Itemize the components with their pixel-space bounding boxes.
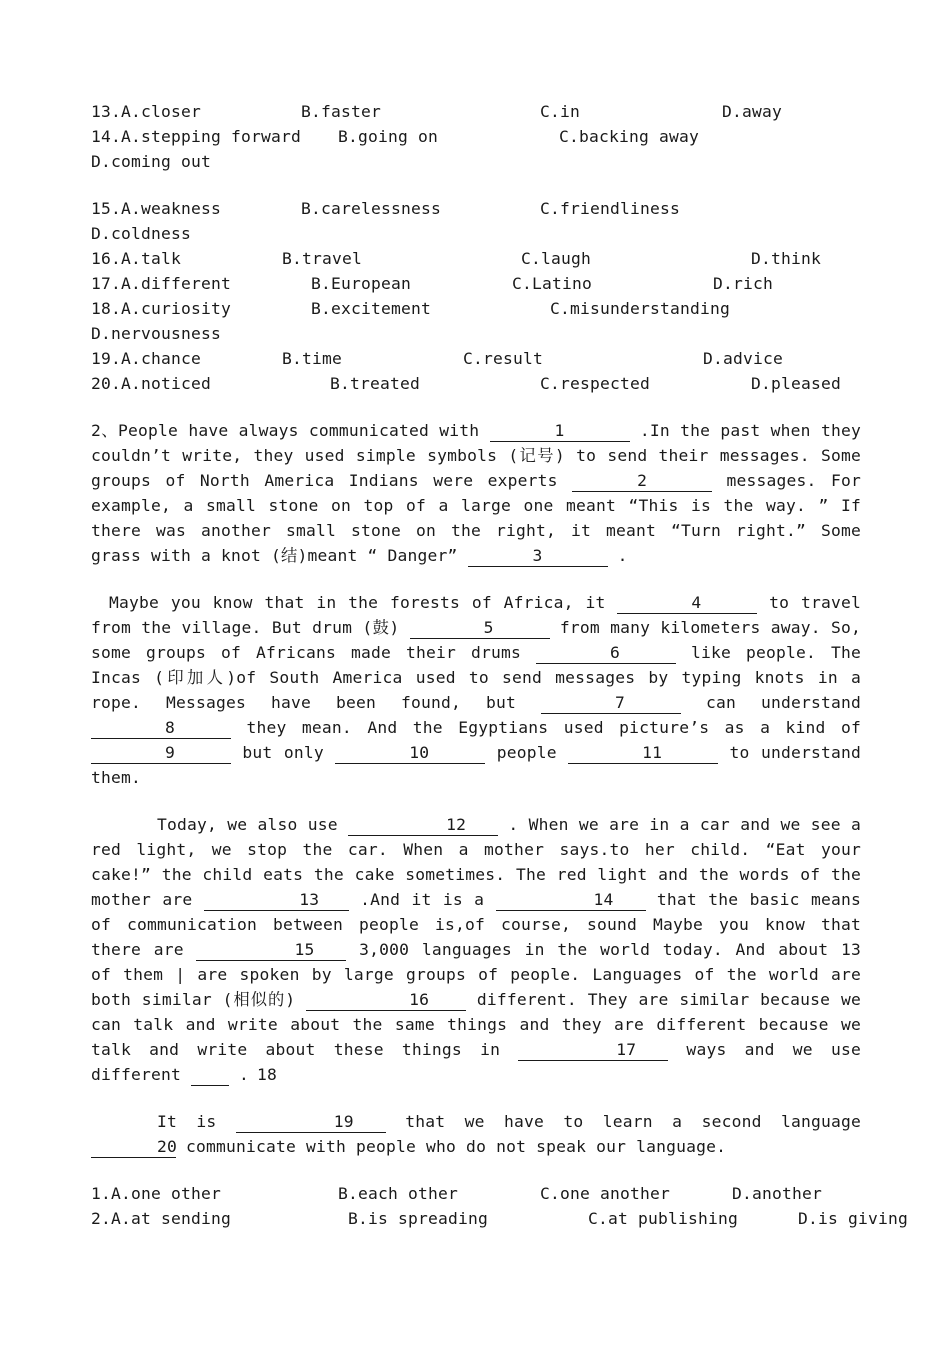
option-a: 2.A.at sending: [91, 1209, 232, 1228]
question-19-options: [91, 346, 861, 371]
passage-text: messages. For example, a small stone on top of a large one meant “This is the way. ” If there was another small stone on the right, it meant “Turn right.” Some grass with a knot (结)meant “ Danger”: [91, 471, 861, 565]
option-a: 13.A.closer: [91, 102, 202, 121]
question-20-options: [91, 371, 861, 396]
option-a: 18.A.curiosity: [91, 299, 232, 318]
question-15-options: [91, 196, 861, 221]
option-b: B.travel: [282, 249, 363, 268]
option-b: B.European: [311, 274, 412, 293]
question-17-options: [91, 271, 861, 296]
option-a: 16.A.talk: [91, 249, 182, 268]
question-14-options: [91, 124, 861, 149]
blank-19[interactable]: 19: [236, 1111, 386, 1133]
question-15-options-wrap: [91, 221, 861, 246]
option-c: C.Latino: [512, 274, 593, 293]
option-a: 20.A.noticed: [91, 374, 212, 393]
blank-9[interactable]: 9: [91, 742, 231, 764]
option-c: C.in: [540, 102, 581, 121]
passage-text: . When we are in a car and we see a red light, we stop the car. When a mother says.to her child. “Eat your cake!” the child eats the cake sometimes. The red light and the words of the mother are: [91, 815, 861, 909]
blank-3[interactable]: 3: [468, 545, 608, 567]
option-d: D.another: [732, 1184, 823, 1203]
blank-13[interactable]: 13: [204, 889, 349, 911]
option-c: C.backing away: [559, 127, 700, 146]
passage-text: .And it is a: [348, 890, 496, 909]
option-b: B.time: [282, 349, 343, 368]
passage-text: 3,000 languages in the world today. And about 13 of them | are spoken by large groups of people. Languages of the world are both similar (相似的): [91, 940, 861, 1009]
passage-paragraph-3: [91, 812, 861, 1087]
blank-15[interactable]: 15: [196, 939, 346, 961]
passage-text: they mean. And the Egyptians used picture’s as a kind of: [231, 718, 861, 737]
option-d: D.pleased: [751, 374, 842, 393]
option-b: B.going on: [338, 127, 439, 146]
question-18-options: [91, 296, 861, 321]
option-c: C.at publishing: [588, 1209, 739, 1228]
option-a: 15.A.weakness: [91, 199, 222, 218]
blank-1[interactable]: 1: [490, 420, 630, 442]
blank-17[interactable]: 17: [518, 1039, 668, 1061]
passage-text: ways and we use different: [91, 1040, 861, 1084]
option-b: B.carelessness: [301, 199, 442, 218]
option-b: B.excitement: [311, 299, 432, 318]
option-c: C.laugh: [521, 249, 592, 268]
passage-text: .: [229, 1065, 250, 1084]
option-a: 19.A.chance: [91, 349, 202, 368]
passage-text: It is: [157, 1112, 236, 1131]
question-13-options: [91, 99, 861, 124]
passage-text: Today, we also use: [157, 815, 349, 834]
question-2-options: [91, 1206, 909, 1231]
option-d: D.away: [722, 102, 783, 121]
blank-4[interactable]: 4: [617, 592, 757, 614]
blank-18[interactable]: 18: [191, 1064, 229, 1086]
passage-text: communicate with people who do not speak our language.: [176, 1137, 727, 1156]
blank-11[interactable]: 11: [568, 742, 718, 764]
blank-14[interactable]: 14: [496, 889, 646, 911]
option-b: B.faster: [301, 102, 382, 121]
option-b: B.treated: [330, 374, 421, 393]
passage-paragraph-2: [91, 590, 861, 790]
blank-5[interactable]: 5: [410, 617, 550, 639]
blank-16[interactable]: 16: [306, 989, 466, 1011]
passage-text: like people. The Incas (印加人)of South America used to send messages by typing knots in a rope. Messages have been found, but: [91, 643, 861, 712]
option-c: C.result: [463, 349, 544, 368]
passage-text: 2、People have always communicated with: [91, 421, 490, 440]
option-c: C.one another: [540, 1184, 671, 1203]
option-d: D.coldness: [91, 224, 192, 243]
blank-12[interactable]: 12: [348, 814, 498, 836]
option-c: C.misunderstanding: [550, 299, 731, 318]
blank-7[interactable]: 7: [541, 692, 681, 714]
option-b: B.is spreading: [348, 1209, 489, 1228]
option-c: C.respected: [540, 374, 651, 393]
passage-text: but only: [231, 743, 336, 762]
question-16-options: [91, 246, 861, 271]
blank-10[interactable]: 10: [335, 742, 485, 764]
exercise-page: [91, 99, 909, 1231]
passage-text: people: [485, 743, 569, 762]
option-c: C.friendliness: [540, 199, 681, 218]
passage-text: that we have to learn a second language: [385, 1112, 861, 1131]
blank-8[interactable]: 8: [91, 717, 231, 739]
question-1-options: [91, 1181, 861, 1206]
passage-text: that the basic means of communication between people is,of course, sound Maybe you know that there are: [91, 890, 862, 959]
option-d: D.coming out: [91, 152, 212, 171]
option-a: 14.A.stepping forward: [91, 127, 302, 146]
passage-text: .: [607, 546, 628, 565]
option-d: D.rich: [713, 274, 774, 293]
question-14-options-wrap: [91, 149, 861, 174]
blank-2[interactable]: 2: [572, 470, 712, 492]
option-b: B.each other: [338, 1184, 459, 1203]
passage-paragraph-4: [91, 1109, 861, 1159]
blank-6[interactable]: 6: [536, 642, 676, 664]
option-d: D.nervousness: [91, 324, 222, 343]
option-d: D.advice: [703, 349, 784, 368]
passage-text: different. They are similar because we can talk and write about the same things and they are different because we talk and write about these things in: [91, 990, 861, 1059]
option-d: D.think: [751, 249, 822, 268]
option-d: D.is giving: [798, 1209, 909, 1228]
passage-paragraph-1: [91, 418, 861, 568]
passage-text: from many kilometers away. So, some groups of Africans made their drums: [91, 618, 861, 662]
blank-20[interactable]: 20: [91, 1136, 176, 1158]
passage-text: Maybe you know that in the forests of Africa, it: [109, 593, 618, 612]
question-18-options-wrap: [91, 321, 861, 346]
option-a: 1.A.one other: [91, 1184, 222, 1203]
passage-text: .In the past when they couldn’t write, they used simple symbols (记号) to send their messages. Some groups of North America Indians were experts: [91, 421, 861, 490]
passage-text: to understand them.: [91, 743, 862, 787]
passage-text: can understand: [680, 693, 861, 712]
option-a: 17.A.different: [91, 274, 232, 293]
passage-text: to travel from the village. But drum (鼓): [91, 593, 861, 637]
